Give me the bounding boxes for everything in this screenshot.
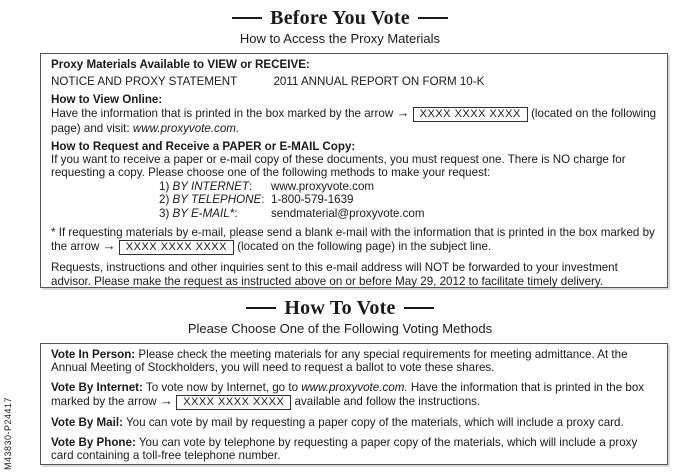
proxy-materials-panel bbox=[40, 53, 668, 288]
title-dash-right bbox=[404, 307, 434, 309]
proxyvote-link[interactable]: www.proxyvote.com. bbox=[132, 122, 240, 136]
doc-notice: NOTICE AND PROXY STATEMENT bbox=[51, 75, 237, 89]
control-number-box: XXXX XXXX XXXX bbox=[413, 107, 528, 122]
title-dash-right bbox=[418, 17, 448, 19]
before-title-text: Before You Vote bbox=[270, 6, 410, 29]
title-dash-left bbox=[246, 307, 276, 309]
vote-by-internet: Vote By Internet: To vote now by Internet, go to www.proxyvote.com. Have the information that is printed in the box marked by the arrow → XXXX XXXX XXXX available and follow the instructions. bbox=[51, 380, 645, 409]
before-subtitle: How to Access the Proxy Materials bbox=[239, 30, 441, 46]
method-email-value[interactable]: sendmaterial@proxyvote.com bbox=[271, 206, 425, 220]
how-title-text: How To Vote bbox=[284, 296, 396, 319]
voting-methods-panel bbox=[40, 343, 668, 465]
method-internet-value[interactable]: www.proxyvote.com bbox=[271, 179, 375, 193]
before-title-block bbox=[0, 6, 680, 46]
doc-annual-report: 2011 ANNUAL REPORT ON FORM 10-K bbox=[273, 75, 485, 89]
view-online-header: How to View Online: bbox=[51, 92, 163, 106]
before-title bbox=[232, 7, 448, 30]
method-email: 3) BY E-MAIL*: sendmaterial@proxyvote.com bbox=[159, 206, 425, 220]
materials-header: Proxy Materials Available to VIEW or RECEIVE: bbox=[51, 58, 310, 71]
title-dash-left bbox=[232, 17, 262, 19]
vote-by-phone: Vote By Phone: You can vote by telephone by requesting a paper copy of the materials, which will include a proxy card containing a toll-free telephone number. bbox=[51, 435, 638, 463]
request-methods-list bbox=[159, 180, 657, 220]
control-number-box: XXXX XXXX XXXX bbox=[176, 395, 291, 410]
view-online-text: Have the information that is printed in the box marked by the arrow → XXXX XXXX XXXX (located on the following page) and visit: www.proxyvote.com. bbox=[51, 105, 657, 136]
proxyvote-link[interactable]: www.proxyvote.com. bbox=[301, 380, 408, 394]
arrow-icon: → bbox=[102, 238, 116, 254]
vote-in-person: Vote In Person: Please check the meeting materials for any special requirements for meeting admittance. At the Annual Meeting of Stockholders, you will need to request a ballot to vote these shares. bbox=[51, 348, 628, 375]
how-title bbox=[246, 297, 433, 320]
vote-by-mail: Vote By Mail: You can vote by mail by requesting a paper copy of the materials, which will include a proxy card. bbox=[51, 416, 624, 430]
request-header: How to Request and Receive a PAPER or E-MAIL Copy: bbox=[51, 139, 356, 153]
method-telephone-value[interactable]: 1-800-579-1639 bbox=[271, 193, 354, 207]
control-number-box: XXXX XXXX XXXX bbox=[119, 240, 234, 255]
how-subtitle: Please Choose One of the Following Voting Methods bbox=[187, 320, 493, 336]
documents-line bbox=[51, 75, 657, 88]
disclaimer-text: Requests, instructions and other inquiries sent to this e-mail address will NOT be forwarded to your investment advisor. Please make the request as instructed above on or before May 29, 2012 to facilitate timely delivery. bbox=[51, 261, 618, 288]
email-footnote: * If requesting materials by e-mail, please send a blank e-mail with the information that is printed in the box marked by the arrow → XXXX XXXX XXXX (located on the following page) in the subject line. bbox=[51, 226, 655, 254]
method-telephone: 2) BY TELEPHONE: 1-800-579-1639 bbox=[159, 193, 354, 207]
arrow-icon: → bbox=[159, 393, 173, 409]
arrow-icon: → bbox=[396, 105, 410, 121]
how-title-block bbox=[0, 296, 680, 336]
document-code: M43830-P24417 bbox=[3, 396, 13, 470]
request-text: If you want to receive a paper or e-mail copy of these documents, you must request one. There is NO charge for requesting a copy. Please choose one of the following methods to make your request: bbox=[51, 153, 626, 180]
method-internet: 1) BY INTERNET: www.proxyvote.com bbox=[159, 179, 375, 193]
